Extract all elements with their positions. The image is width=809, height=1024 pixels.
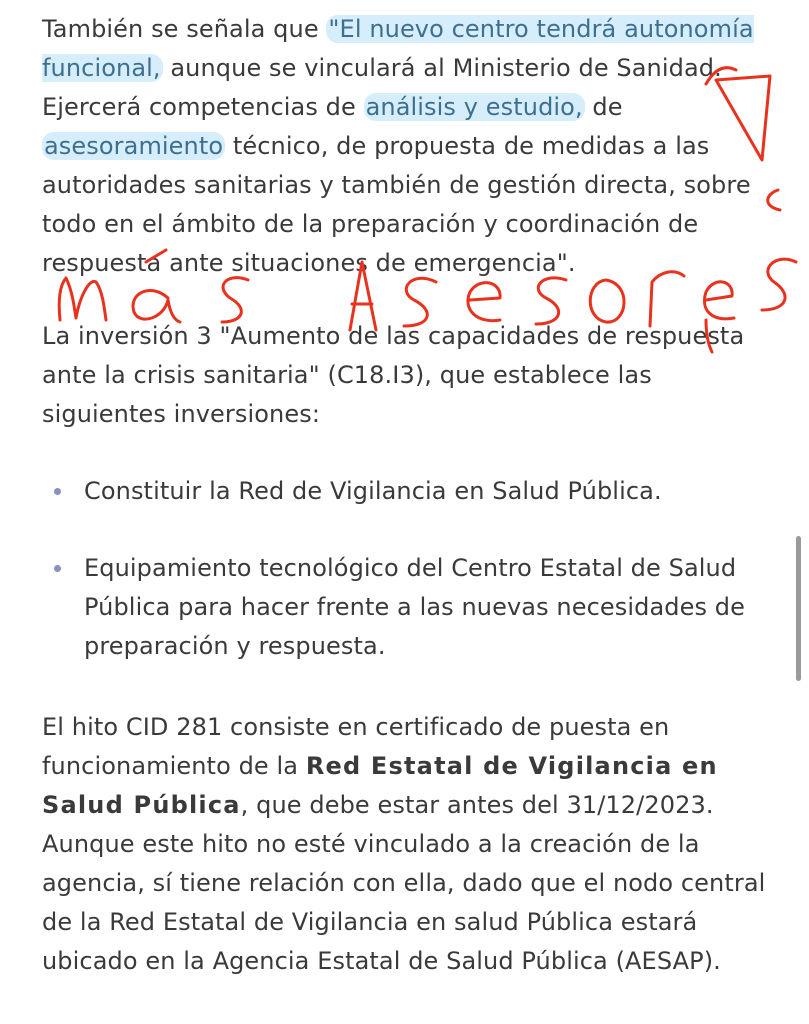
- list-item-text: Constituir la Red de Vigilancia en Salud Pública.: [84, 477, 662, 505]
- paragraph-quote: [42, 10, 772, 283]
- paragraph-quote-end: técnico, de propuesta de medidas a las autoridades sanitarias y también de gestión directa, sobre todo en el ámbito de la preparación y coordinación de respuesta ante situaciones de emergencia".: [42, 132, 751, 277]
- paragraph-quote-intro: También se señala que: [42, 15, 327, 43]
- paragraph-milestone-rest: , que debe estar antes del 31/12/2023. Aunque este hito no esté vinculado a la creación de la agencia, sí tiene relación con ella, dado que el nodo central de la Red Estatal de Vigilancia en salud Pública estará ubicado en la Agencia Estatal de Salud Pública (AESAP).: [42, 791, 766, 975]
- paragraph-investment: La inversión 3 "Aumento de las capacidades de respuesta ante la crisis sanitaria" (C18.I3), que establece las siguientes inversiones:: [42, 322, 745, 428]
- paragraph-quote-mid: aunque se vinculará al Ministerio de Sanidad. Ejercerá competencias de: [42, 54, 722, 121]
- list-item: [42, 549, 772, 666]
- highlight-autonomy: "El nuevo centro tendrá autonomía funcional,: [42, 15, 754, 82]
- list-item: [42, 472, 772, 511]
- bullet-icon: [54, 488, 61, 495]
- network-name-bold: Red Estatal de Vigilancia en Salud Pública: [42, 752, 718, 819]
- article-body: [42, 10, 772, 981]
- paragraph-milestone-intro: El hito CID 281 consiste en certificado de puesta en funcionamiento de la: [42, 713, 670, 780]
- highlight-advice: asesoramiento: [44, 132, 224, 160]
- highlight-analysis: análisis y estudio,: [365, 93, 583, 121]
- paragraph-milestone: [42, 708, 772, 981]
- bullet-icon: [54, 565, 61, 572]
- list-item-text: Equipamiento tecnológico del Centro Estatal de Salud Pública para hacer frente a las nuevas necesidades de preparación y respuesta.: [84, 554, 746, 660]
- paragraph-quote-de: de: [584, 93, 623, 121]
- scrollbar-thumb[interactable]: [796, 536, 801, 681]
- investment-list: [42, 472, 772, 666]
